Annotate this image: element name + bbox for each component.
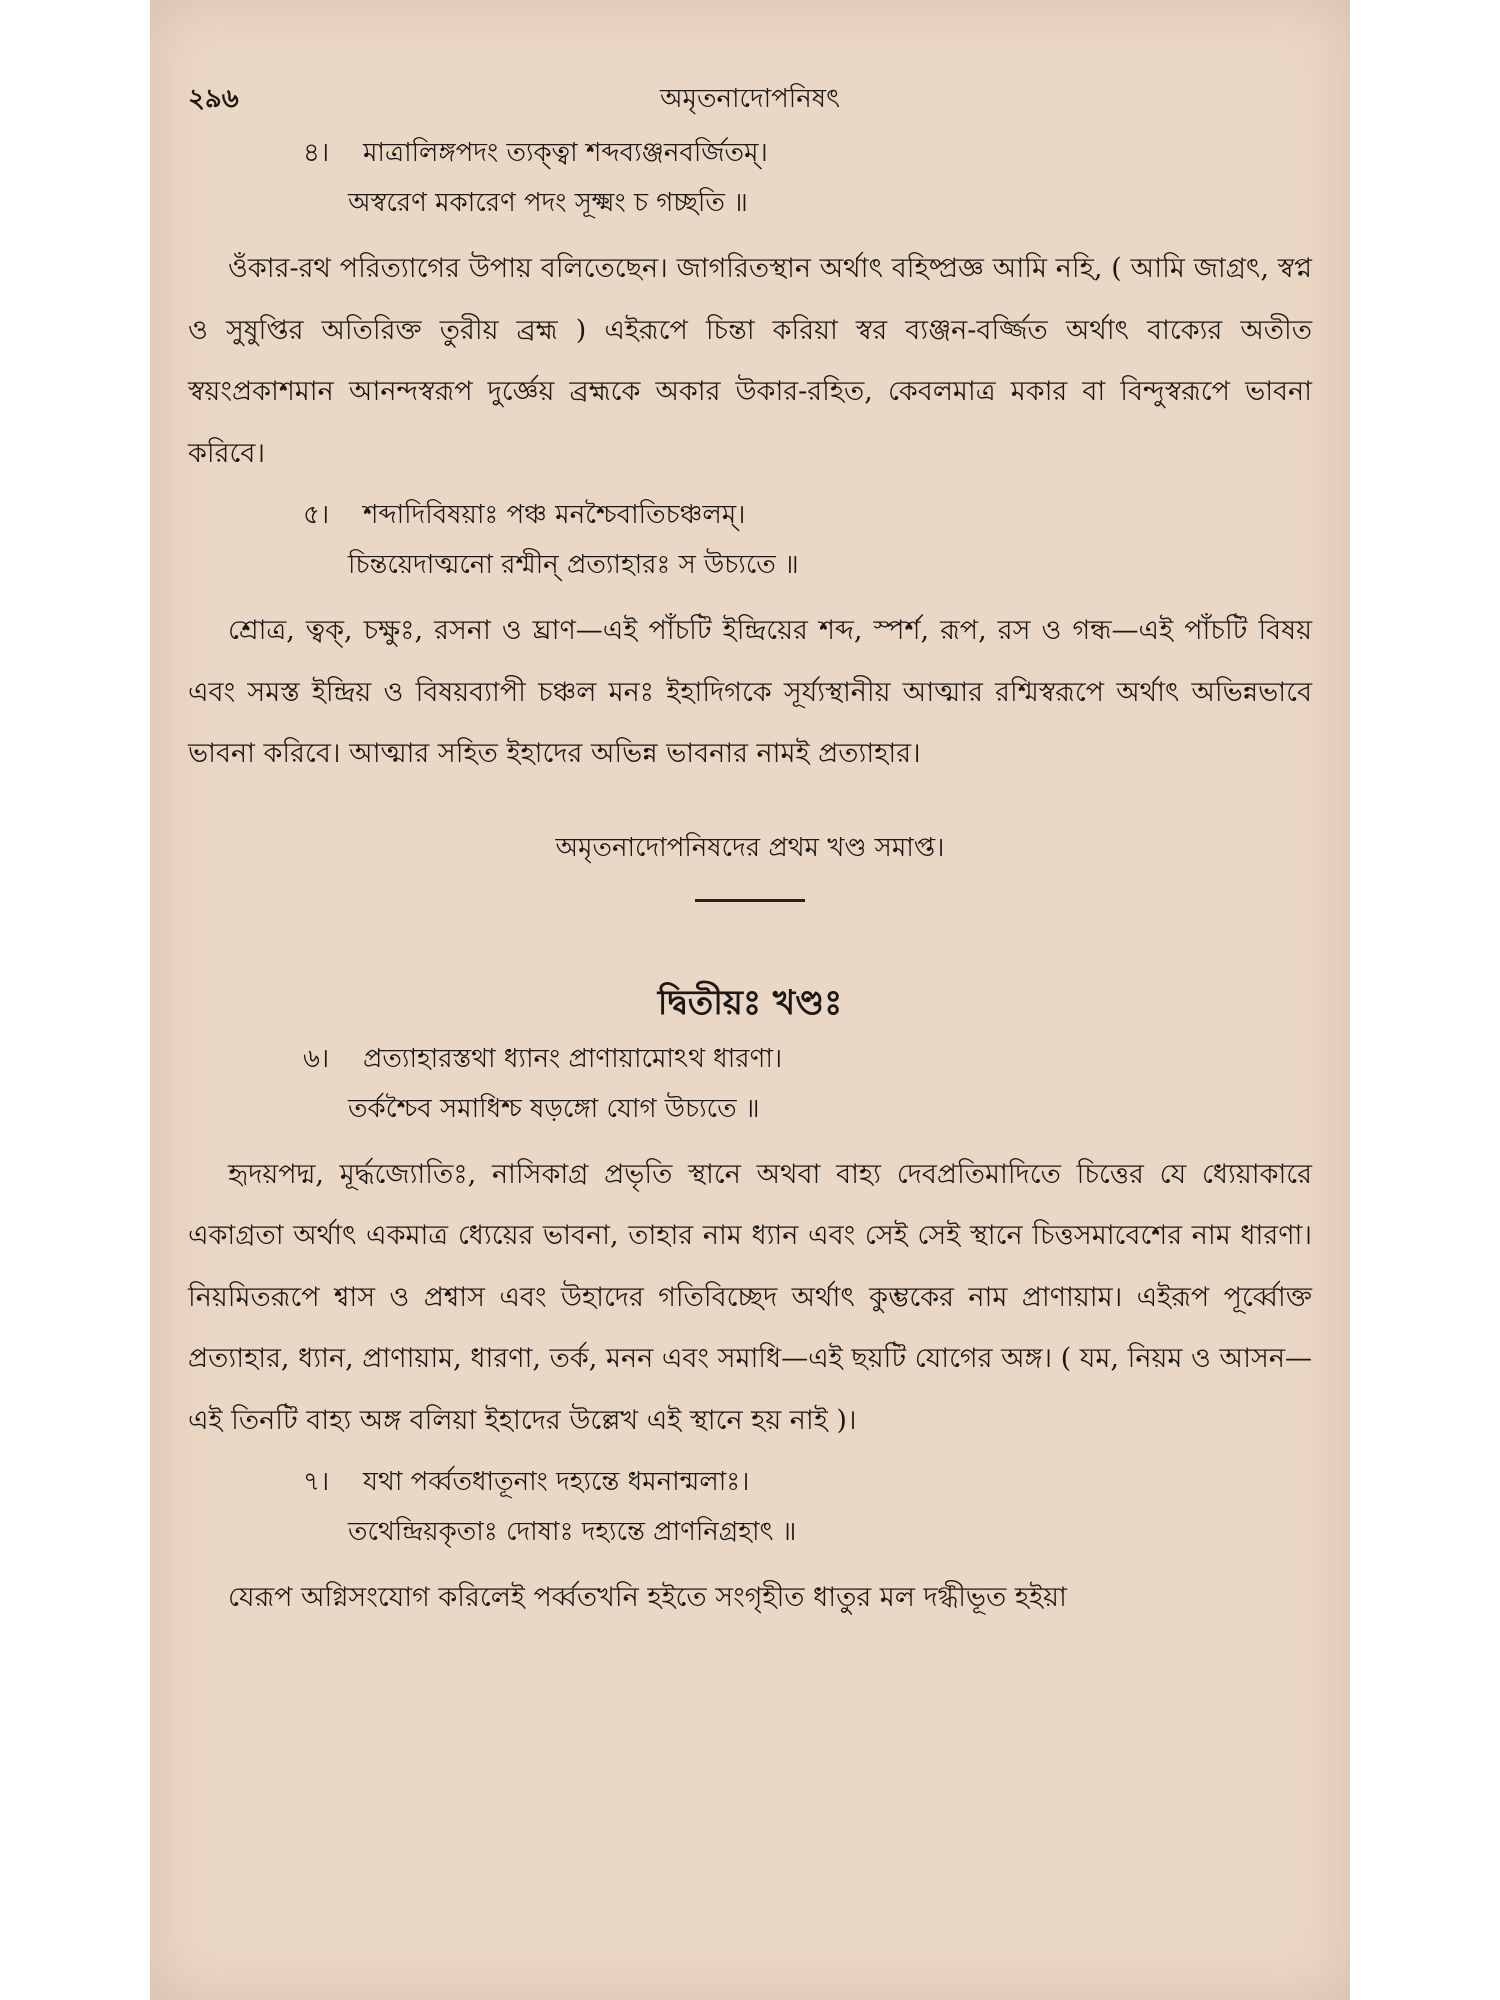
commentary-paragraph: হৃদয়পদ্ম, মূর্দ্ধজ্যোতিঃ, নাসিকাগ্র প্রভৃতি স্থানে অথবা বাহ্য দেবপ্রতিমাদিতে চিত্তের যে ধ্যেয়াকারে একাগ্রতা অর্থাৎ একমাত্র ধ্যেয়ের ভাবনা, তাহার নাম ধ্যান এবং সেই সেই স্থানে চিত্তসমাবেশের নাম ধারণা। নিয়মিতরূপে শ্বাস ও প্রশ্বাস এবং উহাদের গতিবিচ্ছেদ অর্থাৎ কুম্ভকের নাম প্রাণায়াম। এইরূপ পূর্ব্বোক্ত প্রত্যাহার, ধ্যান, প্রাণায়াম, ধারণা, তর্ক, মনন এবং সমাধি—এই ছয়টি যোগের অঙ্গ। ( যম, নিয়ম ও আসন—এই তিনটি বাহ্য অঙ্গ বলিয়া ইহাদের উল্লেখ এই স্থানে হয় নাই )।: [188, 1158, 1312, 1436]
running-title: অমৃতনাদোপনিষৎ: [659, 84, 840, 114]
verse-text: প্রত্যাহারস্তথা ধ্যানং প্রাণায়ামোঽথ ধারণা।: [363, 1043, 783, 1074]
verse-line: তথেন্দ্রিয়কৃতাঃ দোষাঃ দহ্যন্তে প্রাণনিগ্রহাৎ ॥: [348, 1517, 797, 1547]
verse-number: ৪।: [303, 138, 330, 168]
commentary-paragraph: যেরূপ অগ্নিসংযোগ করিলেই পর্ব্বতখনি হইতে সংগৃহীত ধাতুর মল দগ্ধীভূত হইয়া: [228, 1582, 1067, 1613]
verse-7: [188, 1457, 1312, 1557]
section-end-note: অমৃতনাদোপনিষদের প্রথম খণ্ড সমাপ্ত।: [555, 832, 945, 863]
verse-line: অস্বরেণ মকারেণ পদং সূক্ষ্মং চ গচ্ছতি ॥: [348, 188, 748, 218]
verse-line: তর্কশ্চৈব সমাধিশ্চ ষড়ঙ্গো যোগ উচ্যতে ॥: [348, 1093, 760, 1124]
verse-line: [188, 1034, 1312, 1084]
page-header: [188, 78, 1312, 122]
section-heading: দ্বিতীয়ঃ খণ্ডঃ: [657, 982, 843, 1023]
verse-6: [188, 1034, 1312, 1134]
verse-4: [188, 128, 1312, 228]
verse-line: [188, 128, 1312, 178]
verse-text: যথা পর্ব্বতধাতূনাং দহ্যন্তে ধমনান্মলাঃ।: [363, 1467, 750, 1497]
page-number: ২৯৬: [188, 84, 239, 114]
verse-number: ৫।: [303, 500, 330, 530]
verse-line: [188, 490, 1312, 540]
commentary-paragraph: ওঁকার-রথ পরিত্যাগের উপায় বলিতেছেন। জাগরিতস্থান অর্থাৎ বহিষ্প্রজ্ঞ আমি নহি, ( আমি জাগ্রৎ, স্বপ্ন ও সুষুপ্তির অতিরিক্ত তুরীয় ব্রহ্ম ) এইরূপে চিন্তা করিয়া স্বর ব্যঞ্জন-বর্জ্জিত অর্থাৎ বাক্যের অতীত স্বয়ংপ্রকাশমান আনন্দস্বরূপ দুর্জ্ঞেয় ব্রহ্মকে অকার উকার-রহিত, কেবলমাত্র মকার বা বিন্দুস্বরূপে ভাবনা করিবে।: [188, 253, 1312, 469]
book-page: [150, 0, 1350, 2000]
verse-5: [188, 490, 1312, 590]
verse-line: [188, 1457, 1312, 1507]
verse-text: শব্দাদিবিষয়াঃ পঞ্চ মনশ্চৈবাতিচঞ্চলম্।: [363, 500, 746, 530]
verse-number: ৭।: [303, 1467, 330, 1497]
commentary-paragraph: শ্রোত্র, ত্বক্, চক্ষুঃ, রসনা ও ঘ্রাণ—এই পাঁচটি ইন্দ্রিয়ের শব্দ, স্পর্শ, রূপ, রস ও গন্ধ—এই পাঁচটি বিষয় এবং সমস্ত ইন্দ্রিয় ও বিষয়ব্যাপী চঞ্চল মনঃ ইহাদিগকে সূর্য্যস্থানীয় আত্মার রশ্মিস্বরূপে অর্থাৎ অভিন্নভাবে ভাবনা করিবে। আত্মার সহিত ইহাদের অভিন্ন ভাবনার নামই প্রত্যাহার।: [188, 615, 1312, 769]
verse-line: চিন্তয়েদাত্মনো রশ্মীন্ প্রত্যাহারঃ স উচ্যতে ॥: [348, 550, 799, 580]
verse-number: ৬।: [303, 1043, 330, 1074]
section-divider: [695, 899, 805, 902]
page-content: [188, 128, 1312, 1635]
verse-text: মাত্রালিঙ্গপদং ত্যক্ত্বা শব্দব্যঞ্জনবর্জিতম্।: [363, 138, 768, 168]
